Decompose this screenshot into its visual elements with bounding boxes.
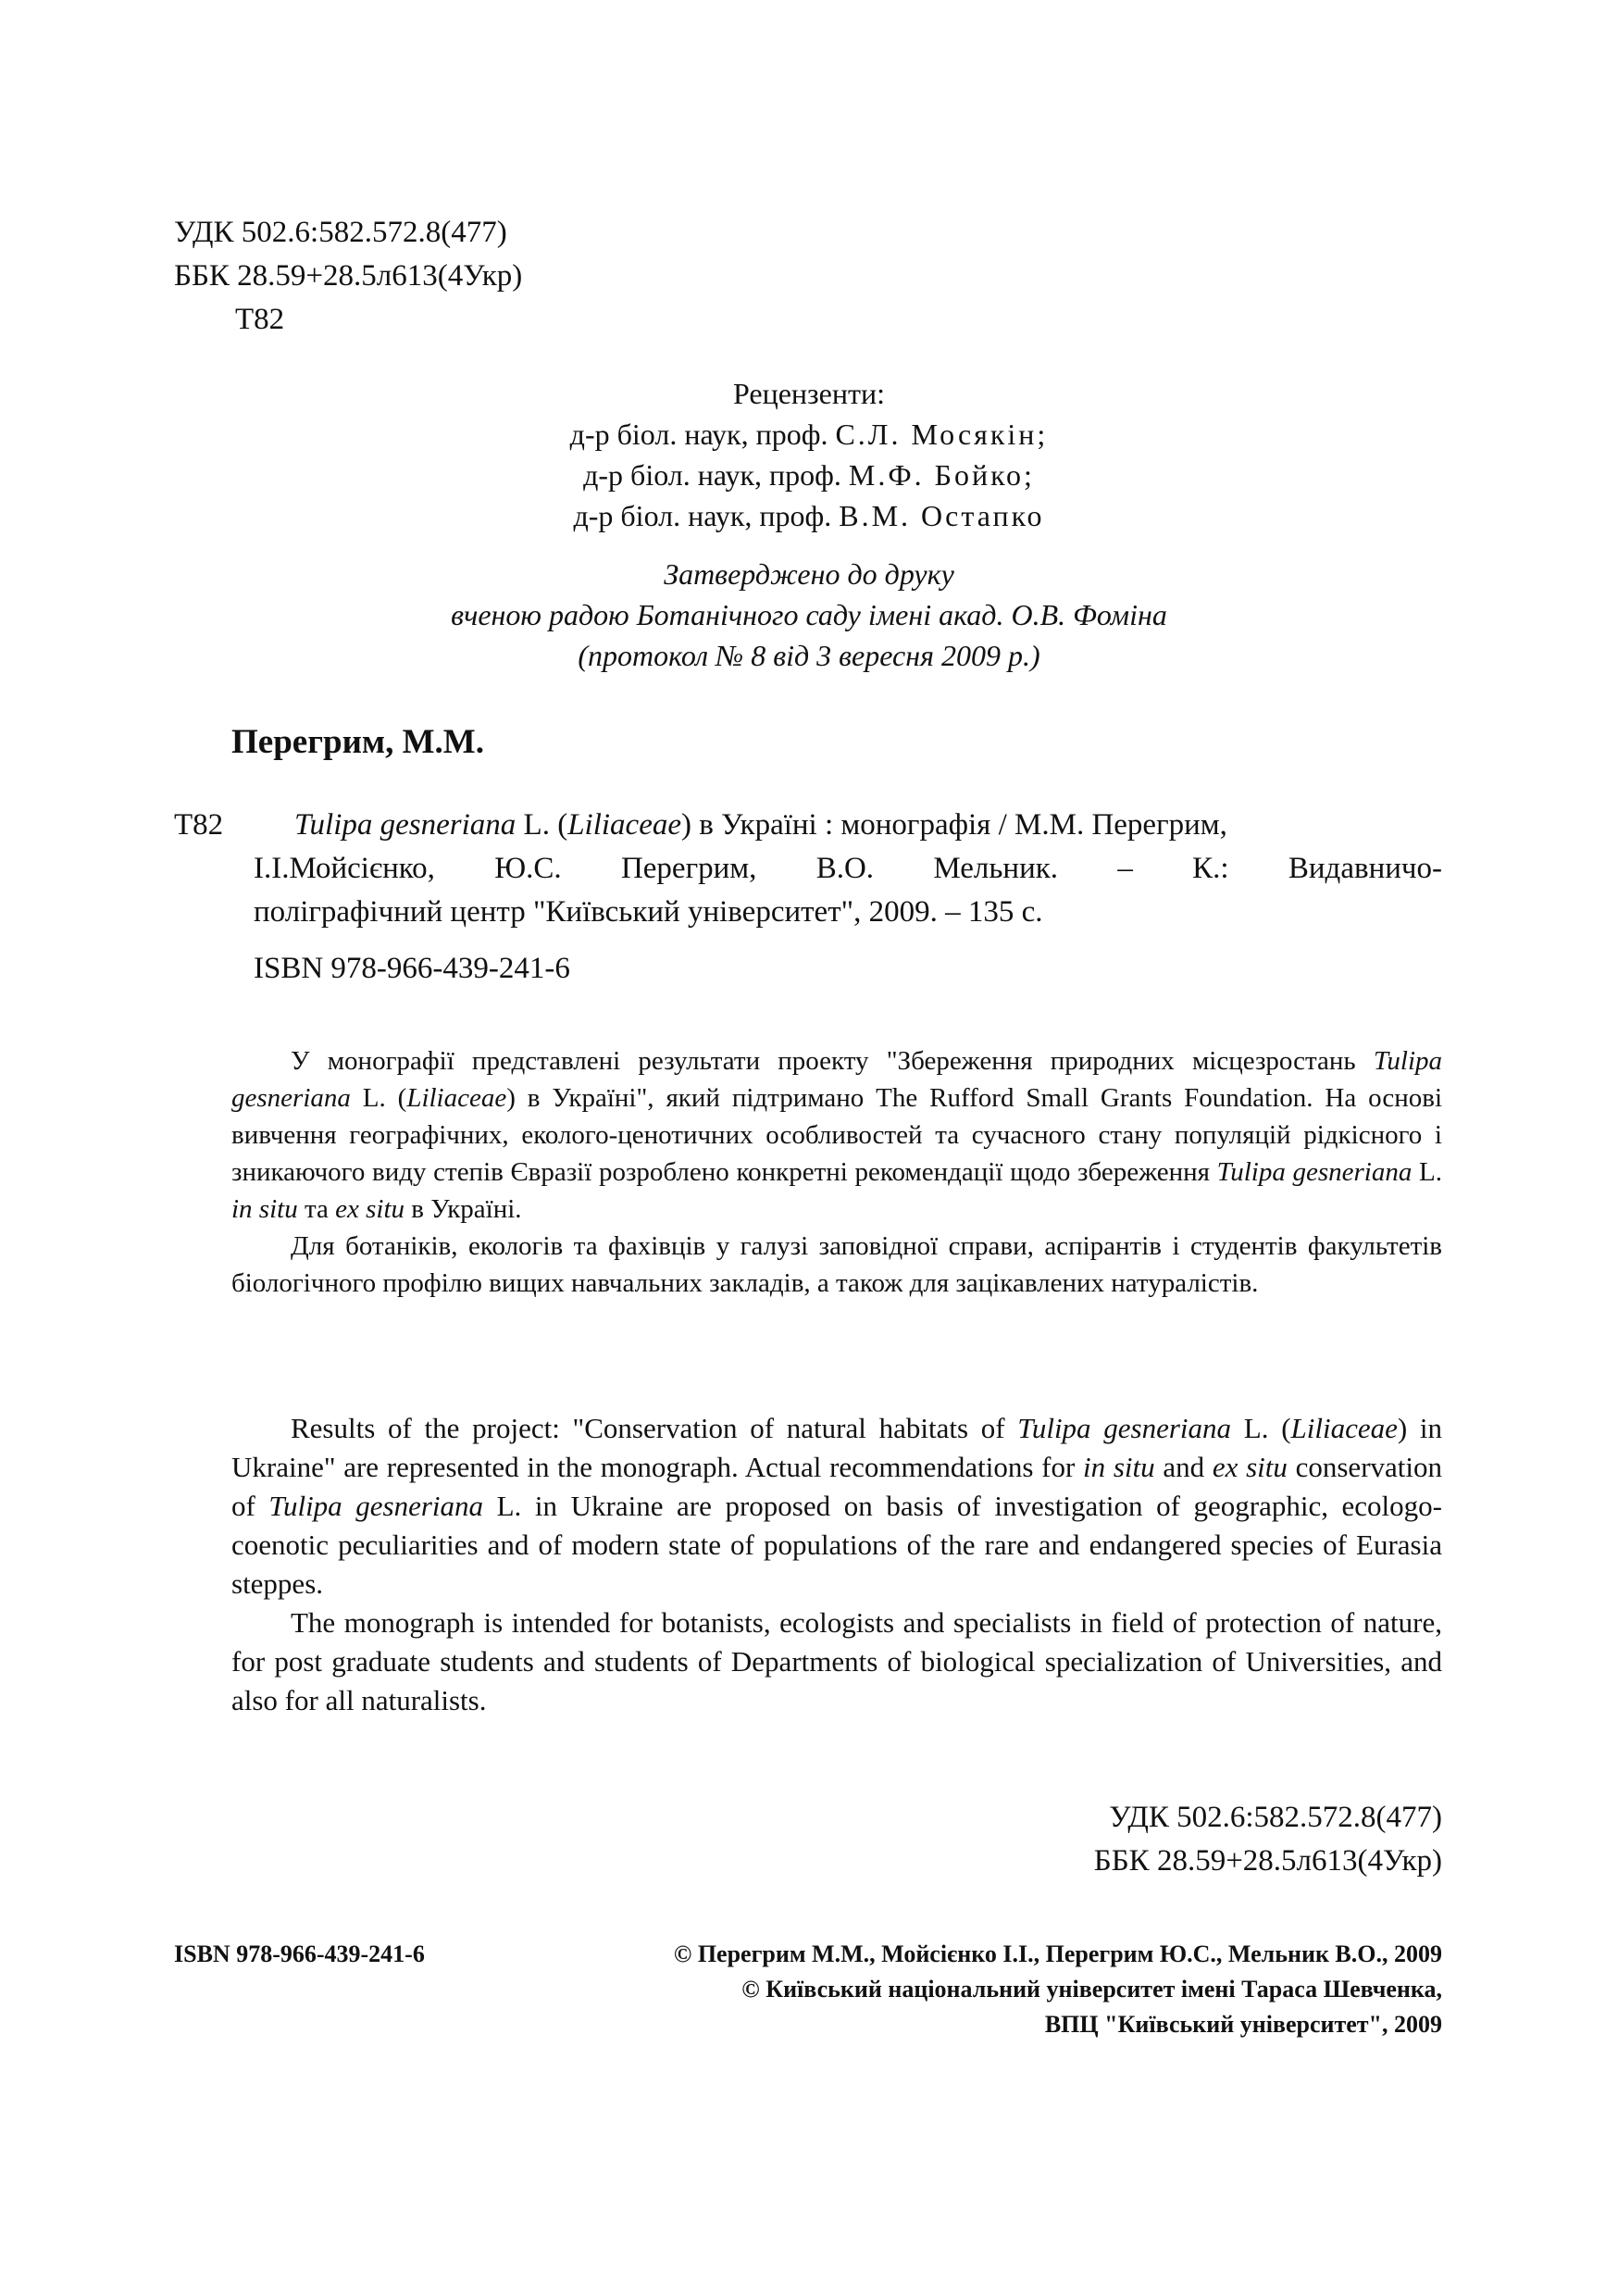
footer-classification <box>926 1796 1442 1883</box>
species-name: Tulipa gesneriana <box>231 1046 1443 1113</box>
bib-rest: ) в Україні : монографія / М.М. Перегрим, <box>681 808 1227 842</box>
bib-isbn: ISBN 978-966-439-241-6 <box>254 952 570 985</box>
abstract-ua <box>231 1042 1442 1302</box>
copyright-block <box>518 1937 1442 2042</box>
abstract-en-p2: The monograph is intended for botanists, ecologists and specialists in field of protection of nature, for post graduate students and students of Departments of biological specialization of Universities, and also for all naturalists. <box>231 1606 1442 1716</box>
reviewers-block <box>0 373 1618 536</box>
footer-isbn: ISBN 978-966-439-241-6 <box>174 1940 425 1967</box>
reviewers-title: Рецензенти: <box>733 377 885 410</box>
bib-species: Tulipa gesneriana <box>294 808 517 842</box>
approval-line-3: (протокол № 8 від 3 вересня 2009 р.) <box>578 639 1040 672</box>
species-name: Tulipa gesneriana <box>268 1490 484 1522</box>
approval-line-1: Затверджено до друку <box>664 557 954 591</box>
bib-line-3: поліграфічний центр "Київський університет", 2009. – 135 с. <box>254 895 1043 929</box>
copyright-line-3: ВПЦ "Київський університет", 2009 <box>1044 2011 1442 2038</box>
copyright-line-1: © Перегрим М.М., Мойсієнко І.І., Перегрим Ю.С., Мельник В.О., 2009 <box>673 1940 1442 1967</box>
classification-block <box>174 211 522 342</box>
abstract-en <box>231 1409 1442 1720</box>
author-sign-code: Т82 <box>235 303 285 336</box>
reviewer-3 <box>0 495 1618 536</box>
abstract-ua-p2: Для ботаніків, екологів та фахівців у галузі заповідної справи, аспірантів і студентів факультетів біологічного профілю вищих навчальних закладів, а також для зацікавлених натуралістів. <box>231 1231 1442 1298</box>
copyright-line-2: © Київський національний університет імені Тараса Шевченка, <box>741 1976 1442 2003</box>
approval-block <box>0 554 1618 676</box>
approval-line-2: вченою радою Ботанічного саду імені акад. О.В. Фоміна <box>451 598 1167 631</box>
reviewer-prefix: д-р біол. наук, проф. <box>569 418 828 451</box>
udk-code: УДК 502.6:582.572.8(477) <box>174 216 507 249</box>
bib-code: Т82 <box>174 808 224 842</box>
species-name: Tulipa gesneriana <box>1216 1157 1413 1187</box>
family-name: Liliaceae <box>1290 1412 1398 1444</box>
reviewer-prefix: д-р біол. наук, проф. <box>573 499 832 532</box>
bib-author-abbr: L. ( <box>523 808 568 842</box>
footer-bbk: ББК 28.59+28.5л613(4Укр) <box>1093 1844 1442 1878</box>
abstract-ua-p1: У монографії представлені результати проекту "Збереження природних місцезростань Tulipa gesneriana L. (Liliaceae) в Україні", який підтримано The Rufford Small Grants Foundation. На основі вивчення географічних, еколого-ценотичних особливостей та сучасного стану популяцій рідкісного і зникаючого виду степів Євразії розроблено конкретні рекомендації щодо збереження Tulipa gesneriana L. in situ та ex situ в Україні. <box>231 1046 1443 1224</box>
family-name: Liliaceae <box>406 1083 507 1113</box>
bib-family: Liliaceae <box>567 808 681 842</box>
reviewer-2 <box>0 455 1618 495</box>
reviewer-name: М.Ф. Бойко; <box>848 458 1035 492</box>
reviewer-name: В.М. Остапко <box>839 499 1045 532</box>
bib-line-1 <box>174 804 1442 847</box>
species-name: Tulipa gesneriana <box>1017 1412 1232 1444</box>
footer-udk: УДК 502.6:582.572.8(477) <box>1109 1801 1442 1834</box>
abstract-en-p1: Results of the project: "Conservation of natural habitats of Tulipa gesneriana L. (Liliaceae) in Ukraine" are represented in the monograph. Actual recommendations for in situ and ex situ conservation of Tulipa gesneriana L. in Ukraine are proposed on basis of investigation of geographic, ecologo-coenotic peculiarities and of modern state of populations of the rare and endangered species of Eurasia steppes. <box>231 1412 1443 1600</box>
reviewer-1 <box>0 414 1618 455</box>
bbk-code: ББК 28.59+28.5л613(4Укр) <box>174 259 523 293</box>
reviewer-name: С.Л. Мосякін; <box>835 418 1049 451</box>
reviewer-prefix: д-р біол. наук, проф. <box>583 458 841 492</box>
bib-line-2: І.І.Мойсієнко, Ю.С. Перегрим, В.О. Мельник. – К.: Видавничо- <box>254 852 1442 885</box>
bibliographic-entry <box>174 804 1442 991</box>
author-heading: Перегрим, М.М. <box>231 723 484 761</box>
